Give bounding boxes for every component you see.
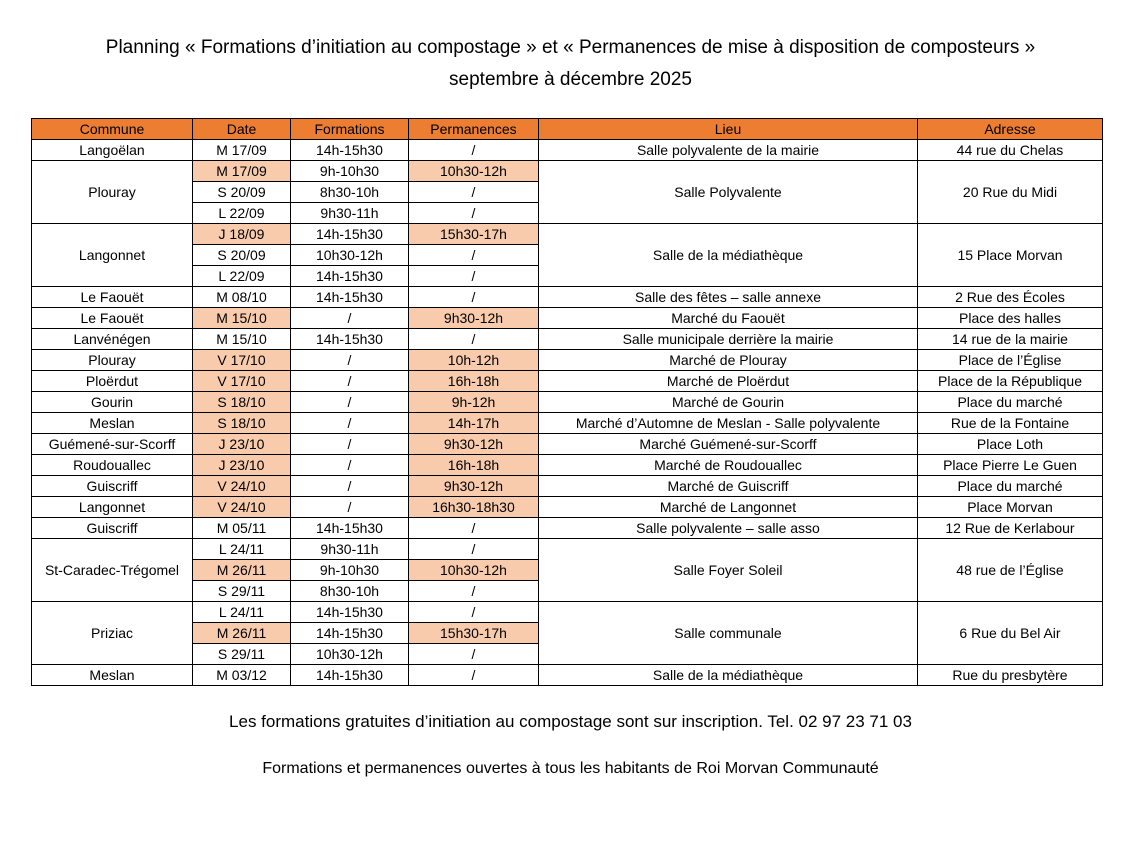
permanences-cell: /: [409, 203, 539, 224]
commune-cell: Guémené-sur-Scorff: [32, 434, 193, 455]
formations-cell: 14h-15h30: [291, 140, 409, 161]
permanences-cell: /: [409, 581, 539, 602]
adresse-cell: 14 rue de la mairie: [918, 329, 1103, 350]
permanences-cell: 9h30-12h: [409, 476, 539, 497]
date-cell: V 17/10: [193, 371, 291, 392]
permanences-cell: /: [409, 602, 539, 623]
lieu-cell: Salle de la médiathèque: [539, 224, 918, 287]
date-cell: L 24/11: [193, 602, 291, 623]
commune-cell: Meslan: [32, 665, 193, 686]
formations-cell: 14h-15h30: [291, 329, 409, 350]
formations-cell: 14h-15h30: [291, 623, 409, 644]
formations-cell: 14h-15h30: [291, 665, 409, 686]
lieu-cell: Salle des fêtes – salle annexe: [539, 287, 918, 308]
adresse-cell: 48 rue de l’Église: [918, 539, 1103, 602]
adresse-cell: 2 Rue des Écoles: [918, 287, 1103, 308]
lieu-cell: Marché de Guiscriff: [539, 476, 918, 497]
header-date: Date: [193, 119, 291, 140]
commune-cell: Langoëlan: [32, 140, 193, 161]
lieu-cell: Marché du Faouët: [539, 308, 918, 329]
formations-cell: /: [291, 434, 409, 455]
date-cell: M 05/11: [193, 518, 291, 539]
lieu-cell: Salle communale: [539, 602, 918, 665]
date-cell: L 22/09: [193, 203, 291, 224]
date-cell: J 23/10: [193, 455, 291, 476]
date-cell: S 18/10: [193, 392, 291, 413]
date-cell: M 17/09: [193, 161, 291, 182]
adresse-cell: 6 Rue du Bel Air: [918, 602, 1103, 665]
table-row: [32, 140, 1103, 161]
table-row: [32, 476, 1103, 497]
formations-cell: 9h-10h30: [291, 161, 409, 182]
title-line-1: Planning « Formations d’initiation au compostage » et « Permanences de mise à disposition de composteurs »: [105, 37, 1036, 58]
commune-cell: Guiscriff: [32, 476, 193, 497]
lieu-cell: Marché de Roudouallec: [539, 455, 918, 476]
commune-cell: Plouray: [32, 161, 193, 224]
commune-cell: Le Faouët: [32, 308, 193, 329]
header-adresse: Adresse: [918, 119, 1103, 140]
table-row: [32, 161, 1103, 182]
date-cell: J 23/10: [193, 434, 291, 455]
formations-cell: 8h30-10h: [291, 182, 409, 203]
date-cell: S 20/09: [193, 182, 291, 203]
formations-cell: 14h-15h30: [291, 518, 409, 539]
adresse-cell: 15 Place Morvan: [918, 224, 1103, 287]
date-cell: V 17/10: [193, 350, 291, 371]
table-row: [32, 329, 1103, 350]
formations-cell: /: [291, 371, 409, 392]
permanences-cell: /: [409, 182, 539, 203]
table-row: [32, 350, 1103, 371]
adresse-cell: Place de la République: [918, 371, 1103, 392]
planning-table: [31, 118, 1103, 686]
date-cell: S 20/09: [193, 245, 291, 266]
formations-cell: 8h30-10h: [291, 581, 409, 602]
table-row: [32, 413, 1103, 434]
formations-cell: 9h30-11h: [291, 203, 409, 224]
date-cell: V 24/10: [193, 497, 291, 518]
permanences-cell: /: [409, 245, 539, 266]
date-cell: V 24/10: [193, 476, 291, 497]
commune-cell: Ploërdut: [32, 371, 193, 392]
date-cell: M 15/10: [193, 329, 291, 350]
adresse-cell: 44 rue du Chelas: [918, 140, 1103, 161]
date-cell: M 08/10: [193, 287, 291, 308]
adresse-cell: 20 Rue du Midi: [918, 161, 1103, 224]
adresse-cell: 12 Rue de Kerlabour: [918, 518, 1103, 539]
table-row: [32, 287, 1103, 308]
adresse-cell: Place Pierre Le Guen: [918, 455, 1103, 476]
adresse-cell: Place Morvan: [918, 497, 1103, 518]
permanences-cell: /: [409, 266, 539, 287]
commune-cell: Plouray: [32, 350, 193, 371]
table-row: [32, 224, 1103, 245]
permanences-cell: /: [409, 518, 539, 539]
table-row: [32, 434, 1103, 455]
lieu-cell: Marché de Langonnet: [539, 497, 918, 518]
formations-cell: /: [291, 455, 409, 476]
permanences-cell: 10h-12h: [409, 350, 539, 371]
permanences-cell: /: [409, 329, 539, 350]
commune-cell: Roudouallec: [32, 455, 193, 476]
permanences-cell: 15h30-17h: [409, 623, 539, 644]
permanences-cell: 10h30-12h: [409, 161, 539, 182]
adresse-cell: Place de l’Église: [918, 350, 1103, 371]
header-formations: Formations: [291, 119, 409, 140]
permanences-cell: 9h30-12h: [409, 308, 539, 329]
permanences-cell: /: [409, 644, 539, 665]
commune-cell: Guiscriff: [32, 518, 193, 539]
lieu-cell: Marché Guémené-sur-Scorff: [539, 434, 918, 455]
adresse-cell: Rue de la Fontaine: [918, 413, 1103, 434]
permanences-cell: /: [409, 665, 539, 686]
lieu-cell: Marché de Ploërdut: [539, 371, 918, 392]
date-cell: M 26/11: [193, 623, 291, 644]
date-cell: M 17/09: [193, 140, 291, 161]
lieu-cell: Salle Polyvalente: [539, 161, 918, 224]
permanences-cell: 16h-18h: [409, 371, 539, 392]
formations-cell: 14h-15h30: [291, 602, 409, 623]
table-row: [32, 665, 1103, 686]
commune-cell: Langonnet: [32, 224, 193, 287]
date-cell: L 24/11: [193, 539, 291, 560]
commune-cell: St-Caradec-Trégomel: [32, 539, 193, 602]
table-row: [32, 308, 1103, 329]
formations-cell: /: [291, 392, 409, 413]
commune-cell: Le Faouët: [32, 287, 193, 308]
lieu-cell: Marché de Gourin: [539, 392, 918, 413]
title-line-2: septembre à décembre 2025: [449, 69, 692, 90]
permanences-cell: 9h-12h: [409, 392, 539, 413]
table-row: [32, 392, 1103, 413]
permanences-cell: 15h30-17h: [409, 224, 539, 245]
formations-cell: 14h-15h30: [291, 287, 409, 308]
permanences-cell: /: [409, 287, 539, 308]
table-row: [32, 602, 1103, 623]
date-cell: S 29/11: [193, 581, 291, 602]
date-cell: J 18/09: [193, 224, 291, 245]
commune-cell: Meslan: [32, 413, 193, 434]
table-row: [32, 497, 1103, 518]
formations-cell: /: [291, 308, 409, 329]
adresse-cell: Rue du presbytère: [918, 665, 1103, 686]
footer-open-note: Formations et permanences ouvertes à tous les habitants de Roi Morvan Communauté: [262, 760, 879, 777]
table-body: [32, 140, 1103, 686]
lieu-cell: Salle polyvalente – salle asso: [539, 518, 918, 539]
permanences-cell: 16h-18h: [409, 455, 539, 476]
lieu-cell: Marché d’Automne de Meslan - Salle polyvalente: [539, 413, 918, 434]
table-header-row: [32, 119, 1103, 140]
date-cell: M 26/11: [193, 560, 291, 581]
permanences-cell: 14h-17h: [409, 413, 539, 434]
lieu-cell: Salle polyvalente de la mairie: [539, 140, 918, 161]
date-cell: S 29/11: [193, 644, 291, 665]
table-row: [32, 371, 1103, 392]
table-row: [32, 518, 1103, 539]
commune-cell: Langonnet: [32, 497, 193, 518]
commune-cell: Gourin: [32, 392, 193, 413]
adresse-cell: Place du marché: [918, 392, 1103, 413]
footer-inscription-note: Les formations gratuites d’initiation au compostage sont sur inscription. Tel. 02 97 23 71 03: [229, 712, 912, 731]
permanences-cell: 9h30-12h: [409, 434, 539, 455]
lieu-cell: Salle Foyer Soleil: [539, 539, 918, 602]
formations-cell: 10h30-12h: [291, 644, 409, 665]
adresse-cell: Place Loth: [918, 434, 1103, 455]
commune-cell: Priziac: [32, 602, 193, 665]
header-permanences: Permanences: [409, 119, 539, 140]
formations-cell: 14h-15h30: [291, 266, 409, 287]
date-cell: S 18/10: [193, 413, 291, 434]
table-row: [32, 455, 1103, 476]
adresse-cell: Place du marché: [918, 476, 1103, 497]
adresse-cell: Place des halles: [918, 308, 1103, 329]
header-commune: Commune: [32, 119, 193, 140]
date-cell: M 03/12: [193, 665, 291, 686]
permanences-cell: 16h30-18h30: [409, 497, 539, 518]
formations-cell: /: [291, 476, 409, 497]
date-cell: M 15/10: [193, 308, 291, 329]
formations-cell: 9h-10h30: [291, 560, 409, 581]
header-lieu: Lieu: [539, 119, 918, 140]
lieu-cell: Marché de Plouray: [539, 350, 918, 371]
lieu-cell: Salle municipale derrière la mairie: [539, 329, 918, 350]
formations-cell: 14h-15h30: [291, 224, 409, 245]
permanences-cell: /: [409, 539, 539, 560]
page-title: [0, 32, 1141, 96]
formations-cell: 10h30-12h: [291, 245, 409, 266]
formations-cell: 9h30-11h: [291, 539, 409, 560]
permanences-cell: /: [409, 140, 539, 161]
table-row: [32, 539, 1103, 560]
formations-cell: /: [291, 497, 409, 518]
formations-cell: /: [291, 413, 409, 434]
formations-cell: /: [291, 350, 409, 371]
date-cell: L 22/09: [193, 266, 291, 287]
lieu-cell: Salle de la médiathèque: [539, 665, 918, 686]
permanences-cell: 10h30-12h: [409, 560, 539, 581]
commune-cell: Lanvénégen: [32, 329, 193, 350]
